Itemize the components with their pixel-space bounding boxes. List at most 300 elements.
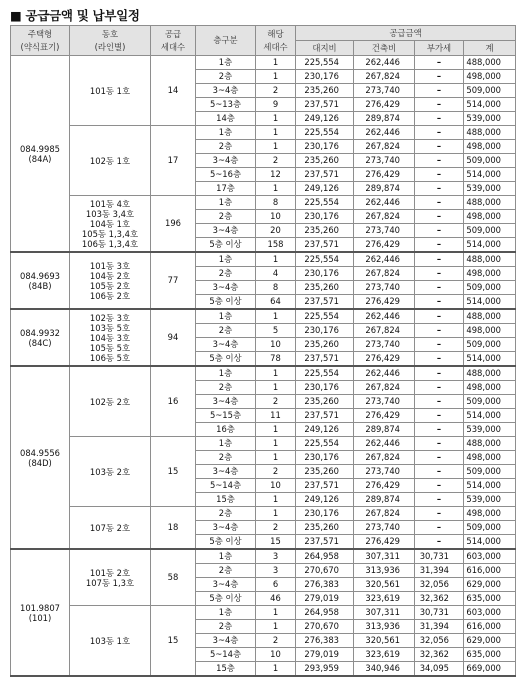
vat-cell: –: [415, 465, 464, 479]
building-cell: 262,446: [354, 196, 415, 210]
land-cell: 270,670: [296, 620, 354, 634]
total-cell: 509,000: [464, 154, 516, 168]
count-cell: 6: [256, 578, 296, 592]
count-cell: 10: [256, 648, 296, 662]
dong-label: 102동 1호: [89, 155, 131, 166]
total-cell: 488,000: [464, 366, 516, 381]
floor-cell: 3~4층: [196, 224, 256, 238]
count-cell: 5: [256, 324, 296, 338]
total-cell: 539,000: [464, 493, 516, 507]
count-cell: 1: [256, 493, 296, 507]
header-dong-text: 동호 (라인별): [94, 28, 126, 52]
count-cell: 64: [256, 295, 296, 310]
count-cell: 1: [256, 56, 296, 70]
building-cell: 289,874: [354, 493, 415, 507]
land-cell: 237,571: [296, 295, 354, 310]
dong-label: 102동 2호: [89, 396, 131, 407]
floor-cell: 16층: [196, 423, 256, 437]
building-cell: 340,946: [354, 662, 415, 677]
dong-label: 101동 4호 103동 3,4호 104동 1호 105동 1,3,4호 106동 1,3,4호: [81, 198, 139, 249]
vat-cell: 32,362: [415, 648, 464, 662]
vat-cell: 32,056: [415, 634, 464, 648]
count-cell: 10: [256, 338, 296, 352]
total-cell: 498,000: [464, 210, 516, 224]
vat-cell: –: [415, 196, 464, 210]
floor-cell: 15층: [196, 493, 256, 507]
vat-cell: 32,362: [415, 592, 464, 606]
count-cell: 1: [256, 620, 296, 634]
dong-label: 103동 1호: [89, 635, 131, 646]
table-row: [11, 549, 516, 564]
vat-cell: –: [415, 238, 464, 253]
count-cell: 20: [256, 224, 296, 238]
building-cell: 273,740: [354, 395, 415, 409]
vat-cell: –: [415, 521, 464, 535]
land-cell: 235,260: [296, 338, 354, 352]
land-cell: 225,554: [296, 309, 354, 324]
building-cell: 313,936: [354, 564, 415, 578]
total-cell: 488,000: [464, 437, 516, 451]
building-cell: 323,619: [354, 648, 415, 662]
vat-cell: –: [415, 451, 464, 465]
header-units-text: 공급 세대수: [160, 28, 186, 52]
floor-cell: 3~4층: [196, 84, 256, 98]
table-row: [11, 126, 516, 140]
table-row: [11, 606, 516, 620]
vat-cell: –: [415, 126, 464, 140]
units-cell: 94: [151, 309, 196, 366]
floor-cell: 2층: [196, 267, 256, 281]
dong-cell: [70, 366, 151, 437]
floor-cell: 3~4층: [196, 154, 256, 168]
dong-label: 101동 2호 107동 1,3호: [85, 567, 135, 588]
building-cell: 313,936: [354, 620, 415, 634]
building-cell: 267,824: [354, 381, 415, 395]
building-cell: 307,311: [354, 606, 415, 620]
total-cell: 514,000: [464, 98, 516, 112]
floor-cell: 3~4층: [196, 578, 256, 592]
floor-cell: 1층: [196, 309, 256, 324]
price-table: [10, 25, 516, 677]
vat-cell: –: [415, 182, 464, 196]
land-cell: 230,176: [296, 267, 354, 281]
building-cell: 267,824: [354, 324, 415, 338]
table-row: [11, 507, 516, 521]
table-row: [11, 56, 516, 70]
count-cell: 10: [256, 210, 296, 224]
total-cell: 514,000: [464, 295, 516, 310]
table-row: [11, 366, 516, 381]
land-cell: 230,176: [296, 381, 354, 395]
floor-cell: 14층: [196, 112, 256, 126]
building-cell: 323,619: [354, 592, 415, 606]
vat-cell: 31,394: [415, 620, 464, 634]
count-cell: 1: [256, 309, 296, 324]
total-cell: 509,000: [464, 395, 516, 409]
floor-cell: 1층: [196, 196, 256, 210]
vat-cell: –: [415, 395, 464, 409]
floor-cell: 5층 이상: [196, 592, 256, 606]
land-cell: 235,260: [296, 224, 354, 238]
building-cell: 276,429: [354, 168, 415, 182]
total-cell: 498,000: [464, 140, 516, 154]
vat-cell: 30,731: [415, 606, 464, 620]
land-cell: 270,670: [296, 564, 354, 578]
count-cell: 12: [256, 168, 296, 182]
header-type-text: 주택형 (약식표기): [20, 28, 60, 52]
count-cell: 9: [256, 98, 296, 112]
count-cell: 46: [256, 592, 296, 606]
type-cell: [11, 56, 70, 253]
table-body: [11, 56, 516, 677]
count-cell: 10: [256, 479, 296, 493]
vat-cell: –: [415, 507, 464, 521]
table-row: [11, 252, 516, 267]
floor-cell: 15층: [196, 662, 256, 677]
vat-cell: –: [415, 84, 464, 98]
dong-label: 101동 3호 104동 2호 105동 2호 106동 2호: [89, 260, 131, 301]
building-cell: 320,561: [354, 578, 415, 592]
vat-cell: –: [415, 112, 464, 126]
land-cell: 235,260: [296, 281, 354, 295]
units-cell: 14: [151, 56, 196, 126]
floor-cell: 1층: [196, 56, 256, 70]
vat-cell: –: [415, 493, 464, 507]
count-cell: 2: [256, 84, 296, 98]
land-cell: 225,554: [296, 366, 354, 381]
vat-cell: –: [415, 267, 464, 281]
units-cell: 58: [151, 549, 196, 606]
dong-cell: [70, 126, 151, 196]
land-cell: 264,958: [296, 549, 354, 564]
floor-cell: 2층: [196, 70, 256, 84]
land-cell: 235,260: [296, 395, 354, 409]
land-cell: 235,260: [296, 521, 354, 535]
building-cell: 276,429: [354, 352, 415, 367]
vat-cell: 31,394: [415, 564, 464, 578]
floor-cell: 5층 이상: [196, 295, 256, 310]
land-cell: 249,126: [296, 493, 354, 507]
header-floor: 층구분: [196, 26, 256, 56]
count-cell: 11: [256, 409, 296, 423]
total-cell: 629,000: [464, 634, 516, 648]
land-cell: 230,176: [296, 70, 354, 84]
building-cell: 307,311: [354, 549, 415, 564]
land-cell: 279,019: [296, 648, 354, 662]
total-cell: 635,000: [464, 648, 516, 662]
total-cell: 488,000: [464, 196, 516, 210]
count-cell: 1: [256, 126, 296, 140]
count-cell: 2: [256, 634, 296, 648]
count-cell: 1: [256, 366, 296, 381]
floor-cell: 2층: [196, 140, 256, 154]
floor-cell: 2층: [196, 210, 256, 224]
building-cell: 262,446: [354, 126, 415, 140]
vat-cell: –: [415, 338, 464, 352]
floor-cell: 5~16층: [196, 168, 256, 182]
count-cell: 1: [256, 252, 296, 267]
land-cell: 225,554: [296, 252, 354, 267]
dong-label: 103동 2호: [89, 466, 131, 477]
total-cell: 509,000: [464, 521, 516, 535]
section-title: ■ 공급금액 및 납부일정: [10, 8, 140, 23]
vat-cell: –: [415, 309, 464, 324]
vat-cell: –: [415, 423, 464, 437]
header-count: [256, 26, 296, 56]
total-cell: 509,000: [464, 338, 516, 352]
total-cell: 498,000: [464, 70, 516, 84]
count-cell: 1: [256, 606, 296, 620]
building-cell: 276,429: [354, 535, 415, 550]
header-land: 대지비: [296, 41, 354, 56]
total-cell: 514,000: [464, 352, 516, 367]
units-cell: 18: [151, 507, 196, 550]
vat-cell: –: [415, 224, 464, 238]
type-label: 084.9985 (84A): [20, 143, 60, 164]
vat-cell: –: [415, 437, 464, 451]
vat-cell: –: [415, 535, 464, 550]
total-cell: 498,000: [464, 451, 516, 465]
floor-cell: 3~4층: [196, 634, 256, 648]
count-cell: 1: [256, 451, 296, 465]
units-cell: 17: [151, 126, 196, 196]
total-cell: 509,000: [464, 84, 516, 98]
total-cell: 539,000: [464, 112, 516, 126]
building-cell: 273,740: [354, 281, 415, 295]
vat-cell: 34,095: [415, 662, 464, 677]
header-units: [151, 26, 196, 56]
building-cell: 262,446: [354, 366, 415, 381]
land-cell: 225,554: [296, 56, 354, 70]
vat-cell: 30,731: [415, 549, 464, 564]
header-price: 공급금액: [296, 26, 516, 41]
dong-cell: [70, 56, 151, 126]
total-cell: 498,000: [464, 267, 516, 281]
floor-cell: 2층: [196, 451, 256, 465]
count-cell: 15: [256, 535, 296, 550]
building-cell: 273,740: [354, 224, 415, 238]
type-label: 084.9556 (84D): [20, 447, 60, 468]
total-cell: 488,000: [464, 56, 516, 70]
land-cell: 276,383: [296, 578, 354, 592]
floor-cell: 2층: [196, 324, 256, 338]
vat-cell: –: [415, 56, 464, 70]
count-cell: 1: [256, 423, 296, 437]
count-cell: 1: [256, 437, 296, 451]
floor-cell: 2층: [196, 564, 256, 578]
type-cell: [11, 252, 70, 309]
total-cell: 488,000: [464, 126, 516, 140]
units-cell: 16: [151, 366, 196, 437]
land-cell: 230,176: [296, 140, 354, 154]
total-cell: 539,000: [464, 182, 516, 196]
dong-label: 102동 3호 103동 5호 104동 3호 105동 5호 106동 5호: [89, 312, 131, 363]
count-cell: 3: [256, 549, 296, 564]
type-label: 101.9807 (101): [20, 602, 60, 623]
land-cell: 225,554: [296, 126, 354, 140]
land-cell: 235,260: [296, 84, 354, 98]
vat-cell: –: [415, 409, 464, 423]
building-cell: 320,561: [354, 634, 415, 648]
building-cell: 267,824: [354, 267, 415, 281]
floor-cell: 5~13층: [196, 98, 256, 112]
land-cell: 237,571: [296, 352, 354, 367]
building-cell: 267,824: [354, 507, 415, 521]
vat-cell: –: [415, 352, 464, 367]
units-cell: 196: [151, 196, 196, 253]
total-cell: 514,000: [464, 168, 516, 182]
building-cell: 276,429: [354, 295, 415, 310]
land-cell: 237,571: [296, 238, 354, 253]
land-cell: 230,176: [296, 324, 354, 338]
building-cell: 262,446: [354, 437, 415, 451]
vat-cell: –: [415, 281, 464, 295]
land-cell: 237,571: [296, 98, 354, 112]
land-cell: 249,126: [296, 423, 354, 437]
land-cell: 225,554: [296, 437, 354, 451]
table-row: [11, 196, 516, 210]
units-cell: 77: [151, 252, 196, 309]
header-type: [11, 26, 70, 56]
land-cell: 276,383: [296, 634, 354, 648]
floor-cell: 17층: [196, 182, 256, 196]
header-total: 계: [464, 41, 516, 56]
building-cell: 276,429: [354, 479, 415, 493]
vat-cell: –: [415, 295, 464, 310]
count-cell: 2: [256, 465, 296, 479]
dong-label: 107동 2호: [89, 522, 131, 533]
vat-cell: –: [415, 366, 464, 381]
building-cell: 267,824: [354, 210, 415, 224]
vat-cell: –: [415, 154, 464, 168]
dong-cell: [70, 309, 151, 366]
total-cell: 498,000: [464, 381, 516, 395]
count-cell: 4: [256, 267, 296, 281]
total-cell: 635,000: [464, 592, 516, 606]
header-vat: 부가세: [415, 41, 464, 56]
count-cell: 1: [256, 112, 296, 126]
type-cell: [11, 549, 70, 676]
floor-cell: 3~4층: [196, 281, 256, 295]
floor-cell: 5~14층: [196, 648, 256, 662]
count-cell: 1: [256, 662, 296, 677]
building-cell: 289,874: [354, 112, 415, 126]
vat-cell: –: [415, 98, 464, 112]
building-cell: 273,740: [354, 521, 415, 535]
vat-cell: –: [415, 168, 464, 182]
dong-cell: [70, 549, 151, 606]
vat-cell: –: [415, 210, 464, 224]
vat-cell: –: [415, 70, 464, 84]
land-cell: 230,176: [296, 451, 354, 465]
land-cell: 293,959: [296, 662, 354, 677]
count-cell: 2: [256, 395, 296, 409]
dong-cell: [70, 252, 151, 309]
units-cell: 15: [151, 437, 196, 507]
total-cell: 498,000: [464, 324, 516, 338]
count-cell: 158: [256, 238, 296, 253]
total-cell: 603,000: [464, 606, 516, 620]
total-cell: 514,000: [464, 535, 516, 550]
total-cell: 509,000: [464, 465, 516, 479]
land-cell: 279,019: [296, 592, 354, 606]
count-cell: 78: [256, 352, 296, 367]
building-cell: 262,446: [354, 309, 415, 324]
floor-cell: 1층: [196, 252, 256, 267]
type-label: 084.9693 (84B): [20, 270, 60, 291]
count-cell: 1: [256, 182, 296, 196]
dong-cell: [70, 437, 151, 507]
vat-cell: –: [415, 479, 464, 493]
total-cell: 629,000: [464, 578, 516, 592]
count-cell: 2: [256, 154, 296, 168]
dong-cell: [70, 507, 151, 550]
land-cell: 249,126: [296, 182, 354, 196]
total-cell: 509,000: [464, 281, 516, 295]
land-cell: 237,571: [296, 409, 354, 423]
building-cell: 273,740: [354, 465, 415, 479]
land-cell: 237,571: [296, 535, 354, 550]
count-cell: 1: [256, 140, 296, 154]
units-cell: 15: [151, 606, 196, 677]
vat-cell: –: [415, 140, 464, 154]
dong-cell: [70, 196, 151, 253]
table-row: [11, 437, 516, 451]
building-cell: 262,446: [354, 252, 415, 267]
count-cell: 1: [256, 70, 296, 84]
total-cell: 514,000: [464, 479, 516, 493]
building-cell: 276,429: [354, 98, 415, 112]
floor-cell: 5층 이상: [196, 352, 256, 367]
land-cell: 225,554: [296, 196, 354, 210]
land-cell: 235,260: [296, 465, 354, 479]
building-cell: 273,740: [354, 154, 415, 168]
total-cell: 488,000: [464, 309, 516, 324]
total-cell: 603,000: [464, 549, 516, 564]
total-cell: 498,000: [464, 507, 516, 521]
table-row: [11, 309, 516, 324]
floor-cell: 1층: [196, 366, 256, 381]
building-cell: 289,874: [354, 423, 415, 437]
building-cell: 289,874: [354, 182, 415, 196]
type-cell: [11, 309, 70, 366]
floor-cell: 1층: [196, 437, 256, 451]
building-cell: 276,429: [354, 238, 415, 253]
total-cell: 669,000: [464, 662, 516, 677]
land-cell: 264,958: [296, 606, 354, 620]
count-cell: 8: [256, 281, 296, 295]
type-cell: [11, 366, 70, 549]
building-cell: 267,824: [354, 70, 415, 84]
building-cell: 262,446: [354, 56, 415, 70]
total-cell: 509,000: [464, 224, 516, 238]
total-cell: 488,000: [464, 252, 516, 267]
floor-cell: 3~4층: [196, 338, 256, 352]
vat-cell: –: [415, 252, 464, 267]
floor-cell: 1층: [196, 549, 256, 564]
count-cell: 2: [256, 521, 296, 535]
floor-cell: 2층: [196, 620, 256, 634]
header-dong: [70, 26, 151, 56]
vat-cell: 32,056: [415, 578, 464, 592]
dong-label: 101동 1호: [89, 85, 131, 96]
floor-cell: 2층: [196, 381, 256, 395]
land-cell: 235,260: [296, 154, 354, 168]
land-cell: 237,571: [296, 479, 354, 493]
dong-cell: [70, 606, 151, 677]
count-cell: 1: [256, 507, 296, 521]
total-cell: 514,000: [464, 238, 516, 253]
